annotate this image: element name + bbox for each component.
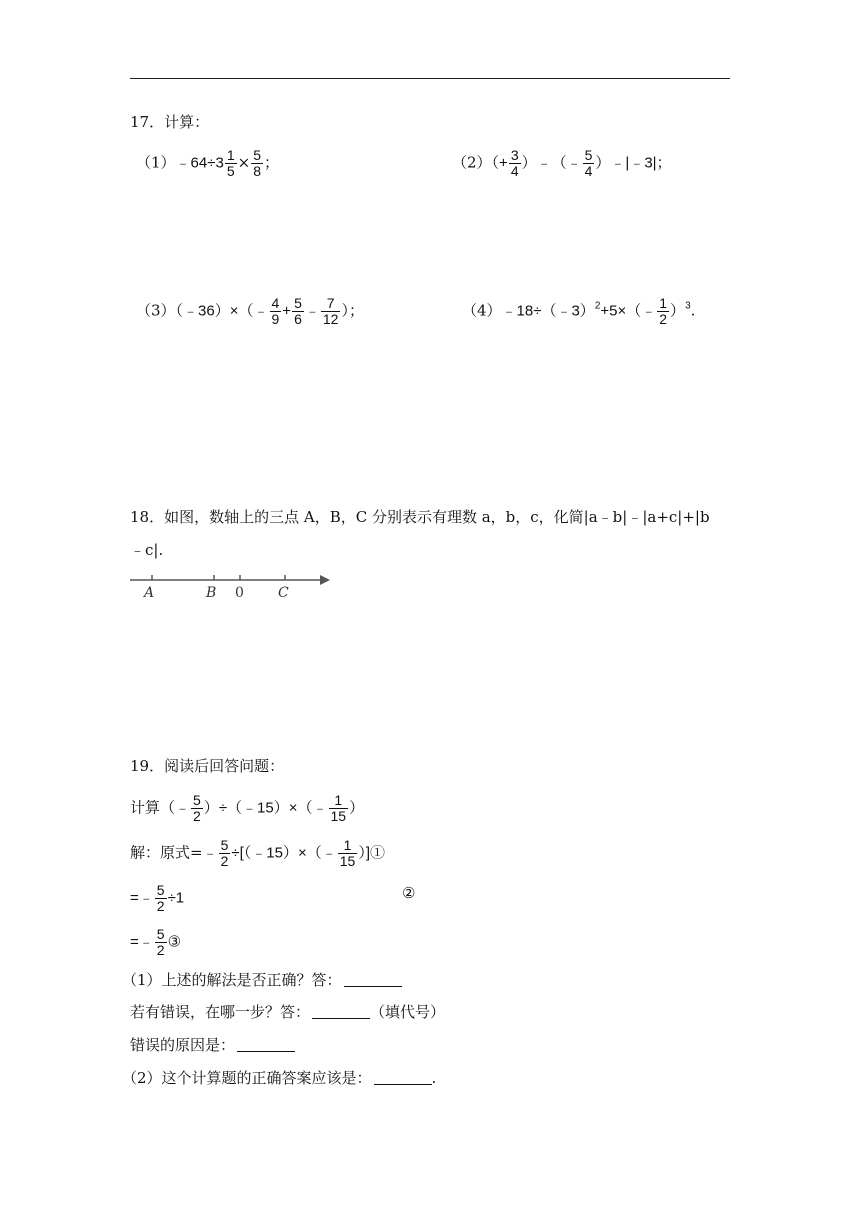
axis-label-zero: 0 (235, 585, 244, 601)
q17-part2 (452, 148, 672, 179)
fraction: $\frac{5}{8}$ (253, 147, 261, 179)
expr-text: =﹣ (130, 933, 154, 951)
expr-text: +5×（﹣ (600, 302, 657, 320)
expr-text: ） (670, 302, 686, 320)
part-label: （3） (136, 301, 176, 320)
q19-solution-step3 (130, 927, 181, 958)
expr-text: ）﹣（﹣ (521, 154, 582, 172)
punct: . (431, 1069, 437, 1087)
q19-solution-step1 (130, 838, 385, 869)
axis-label-c: C (278, 585, 289, 601)
exponent: 2 (594, 300, 601, 312)
q19-solution-step2 (130, 883, 184, 914)
punct: . (690, 301, 696, 320)
expr-text: （﹣36）×（﹣ (175, 302, 269, 320)
answer-blank[interactable] (237, 1037, 295, 1052)
q17-title: 17．计算： (130, 113, 210, 131)
fraction: $\frac{1}{15}$ (330, 792, 347, 824)
part-label: （4） (462, 301, 502, 320)
fraction: $\frac{5}{2}$ (156, 926, 165, 958)
times-sign: × (237, 153, 251, 172)
expr-text: + (282, 302, 292, 320)
arrow-icon (320, 575, 330, 585)
question-text: （1）上述的解法是否正确？答： (122, 971, 342, 989)
q19-calc (130, 793, 364, 824)
fraction: $\frac{1}{15}$ (339, 837, 356, 869)
question-hint: （填代号） (370, 1003, 446, 1021)
question-text: （2）这个计算题的正确答案应该是： (122, 1069, 372, 1087)
axis-label-a: A (144, 585, 155, 601)
fraction: $\frac{1}{2}$ (659, 295, 668, 327)
fraction: $\frac{5}{6}$ (294, 295, 302, 327)
expr-text: ） (349, 799, 365, 817)
answer-blank[interactable] (374, 1070, 432, 1085)
expr-text: ÷[（﹣15）×（﹣ (231, 844, 337, 862)
punct: ）； (341, 301, 364, 320)
header-rule (130, 78, 730, 79)
axis-label-b: B (206, 585, 217, 601)
expr-text: 解：原式=﹣ (130, 843, 218, 862)
step-marker-2: ② (402, 884, 416, 902)
expr-text: （+ (491, 154, 508, 172)
fraction: $\frac{5}{2}$ (193, 792, 201, 824)
expr-text: 计算（﹣ (130, 798, 191, 817)
part-label: （2） (452, 153, 492, 172)
expr-text: ÷1 (167, 889, 185, 907)
expr-text: ﹣ (304, 302, 320, 320)
q19-question3 (130, 1035, 295, 1055)
expr-text: ）]① (358, 844, 385, 862)
fraction: $\frac{1}{5}$ (226, 147, 235, 179)
fraction: $\frac{5}{4}$ (584, 147, 593, 179)
punct: ； (263, 153, 279, 172)
answer-blank[interactable] (312, 1004, 370, 1019)
fraction: $\frac{5}{2}$ (156, 882, 165, 914)
number-line-axis (128, 568, 338, 606)
fraction: $\frac{3}{4}$ (510, 147, 519, 179)
expr-text: ）﹣|﹣3|； (595, 154, 672, 172)
q19-question4 (122, 1068, 436, 1088)
q18-text-line2: ﹣c|. (130, 541, 164, 559)
expr-text: =﹣ (130, 889, 154, 907)
exponent: 3 (685, 300, 691, 312)
number-line-figure (128, 568, 338, 606)
q17-part4 (462, 296, 695, 327)
step-marker-3: ③ (167, 932, 182, 951)
expr-text: ）÷（﹣15）×（﹣ (203, 799, 328, 817)
q17-part3 (136, 296, 364, 327)
question-text: 错误的原因是： (130, 1036, 236, 1054)
q19-title: 19．阅读后回答问题： (130, 757, 285, 775)
fraction: $\frac{7}{12}$ (322, 295, 339, 327)
q19-question1 (122, 970, 402, 990)
part-label: （1） (136, 153, 176, 172)
q19-question2 (130, 1002, 445, 1022)
fraction: $\frac{5}{2}$ (220, 837, 229, 869)
question-text: 若有错误，在哪一步？答： (130, 1003, 311, 1021)
q17-part1 (136, 148, 279, 179)
q18-text-line1: 18．如图，数轴上的三点 A，B，C 分别表示有理数 a，b，c，化简|a﹣b|﹣|a+c|+|b (130, 508, 710, 526)
expr-text: ﹣18÷（﹣3） (501, 302, 595, 320)
expr-text: ﹣64÷3 (175, 154, 224, 172)
fraction: $\frac{4}{9}$ (271, 295, 280, 327)
answer-blank[interactable] (344, 972, 402, 987)
